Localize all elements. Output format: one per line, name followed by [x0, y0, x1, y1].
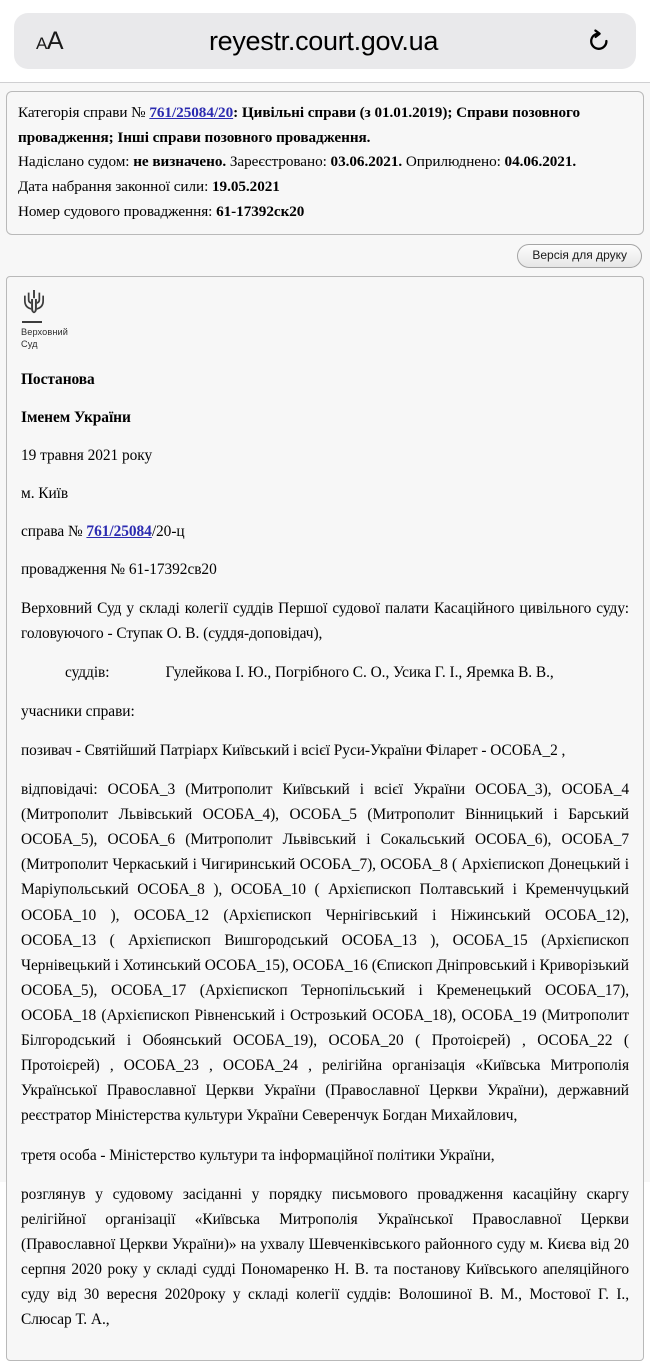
published-label: Оприлюднено:	[402, 153, 505, 171]
text-size-large-a: A	[46, 26, 64, 55]
judges-names: Гулейкова І. Ю., Погрібного С. О., Усика Г. І., Яремка В. В.,	[165, 663, 554, 681]
document-case-number	[21, 519, 629, 544]
emblem-label-line1: Верховний	[21, 327, 68, 338]
case-number-link[interactable]: 761/25084/20	[149, 104, 234, 121]
document-date: 19 травня 2021 року	[21, 447, 153, 465]
category-prefix: Категорія справи №	[18, 104, 150, 121]
published-value: 04.06.2021.	[504, 153, 577, 171]
metadata-category-line	[18, 101, 632, 150]
plaintiff-line: позивач - Святійший Патріарх Київський і всієї Руси-України Філарет - ОСОБА_2 ,	[21, 741, 566, 759]
judges-label: суддів:	[65, 663, 110, 681]
metadata-effective-date-line	[18, 175, 632, 200]
print-toolbar	[6, 235, 644, 276]
supreme-court-emblem	[21, 289, 629, 351]
reload-button[interactable]	[584, 26, 614, 56]
court-decision-document	[6, 276, 644, 1361]
document-city: м. Київ	[21, 485, 69, 503]
browser-toolbar	[0, 0, 650, 82]
case-label: справа №	[21, 523, 87, 541]
url-text[interactable]: reyestr.court.gov.ua	[208, 25, 439, 56]
sent-by-court-label: Надіслано судом:	[18, 153, 134, 171]
case-metadata-box	[6, 91, 644, 235]
judges-line	[21, 660, 629, 685]
print-version-button[interactable]: Версія для друку	[517, 244, 642, 268]
emblem-label-line2: Суд	[21, 339, 38, 350]
document-subtitle: Іменем України	[21, 408, 131, 426]
proceeding-number-label: Номер судового провадження:	[18, 202, 217, 220]
defendants-block: відповідачі: ОСОБА_3 (Митрополит Київський і всієї України ОСОБА_3), ОСОБА_4 (Митрополит Львівський ОСОБА_4), ОСОБА_5 (Митрополит Вінницький і Барський ОСОБА_5), ОСОБА_6 (Митрополит Львівський і Сокальський ОСОБА_6), ОСОБА_7 (Митрополит Черкаський і Чигиринський ОСОБА_7), ОСОБА_8 ( Архієпископ Донецький і Маріупольський ОСОБА_8 ), ОСОБА_10 ( Архієпископ Полтавський і Кременчуцький ОСОБА_10 ), ОСОБА_12 (Архієпископ Чернігівський і Ніжинський ОСОБА_12), ОСОБА_13 ( Архієпископ Вишгородський ОСОБА_13 ), ОСОБА_15 (Архієпископ Чернівецький і Хотинський ОСОБА_15), ОСОБА_16 (Єпископ Дніпровський і Криворізький ОСОБА_5), ОСОБА_17 (Архієпископ Тернопільський і Кременецький ОСОБА_17), ОСОБА_18 (Архієпископ Рівненський і Острозький ОСОБА_18), ОСОБА_19 (Митрополит Білгородський і Обоянський ОСОБА_19), ОСОБА_20 ( Протоієрей) , ОСОБА_22 ( Протоієрей) , ОСОБА_23 , ОСОБА_24 , релігійна організація «Київська Митрополія Української Православної Церкви України (Православної Церкви України), державний реєстратор Міністерства культури України Северенчук Богдан Михайлович,	[21, 781, 629, 1125]
text-size-small-a: A	[36, 33, 47, 53]
document-case-link[interactable]: 761/25084	[86, 523, 152, 541]
proceeding-number-value: 61-17392ск20	[216, 202, 305, 220]
registered-label: Зареєстровано:	[226, 153, 331, 171]
category-value: : Цивільні справи (з 01.01.2019); Справи позовного провадження; Інші справи позовного провадження.	[18, 104, 581, 146]
emblem-divider	[22, 321, 42, 323]
ukraine-trident-icon	[21, 289, 629, 318]
effective-date-label: Дата набрання законної сили:	[18, 177, 212, 195]
metadata-sent-registered-line	[18, 150, 632, 175]
sent-by-court-value: не визначено.	[133, 153, 227, 171]
document-proceeding-number: провадження № 61-17392св20	[21, 561, 217, 579]
text-size-button[interactable]	[36, 27, 63, 56]
case-suffix: /20-ц	[151, 523, 185, 541]
registered-value: 03.06.2021.	[330, 153, 403, 171]
metadata-proceeding-number-line	[18, 200, 632, 225]
participants-label: учасники справи:	[21, 702, 135, 720]
reviewed-block: розглянув у судовому засіданні у порядку письмового провадження касаційну скаргу релігійної організації «Київська Митрополія Української Православної Церкви (Православної Церкви України)» на ухвалу Шевченківського районного суду м. Києва від 20 серпня 2020 року у складі судді Пономаренко Н. В. та постанову Київського апеляційного суду від 30 вересня 2020року у складі колегії суддів: Волошиної В. М., Мостової Г. І., Слюсар Т. А.,	[21, 1185, 629, 1329]
effective-date-value: 19.05.2021	[212, 177, 280, 195]
document-title: Постанова	[21, 370, 95, 388]
reload-icon	[585, 27, 613, 55]
page-content	[0, 83, 650, 1329]
court-composition: Верховний Суд у складі колегії суддів Першої судової палати Касаційного цивільного суду: головуючого - Ступак О. В. (суддя-доповідач),	[21, 599, 629, 642]
address-bar[interactable]	[14, 13, 636, 69]
third-party-line: третя особа - Міністерство культури та інформаційної політики України,	[21, 1146, 495, 1164]
